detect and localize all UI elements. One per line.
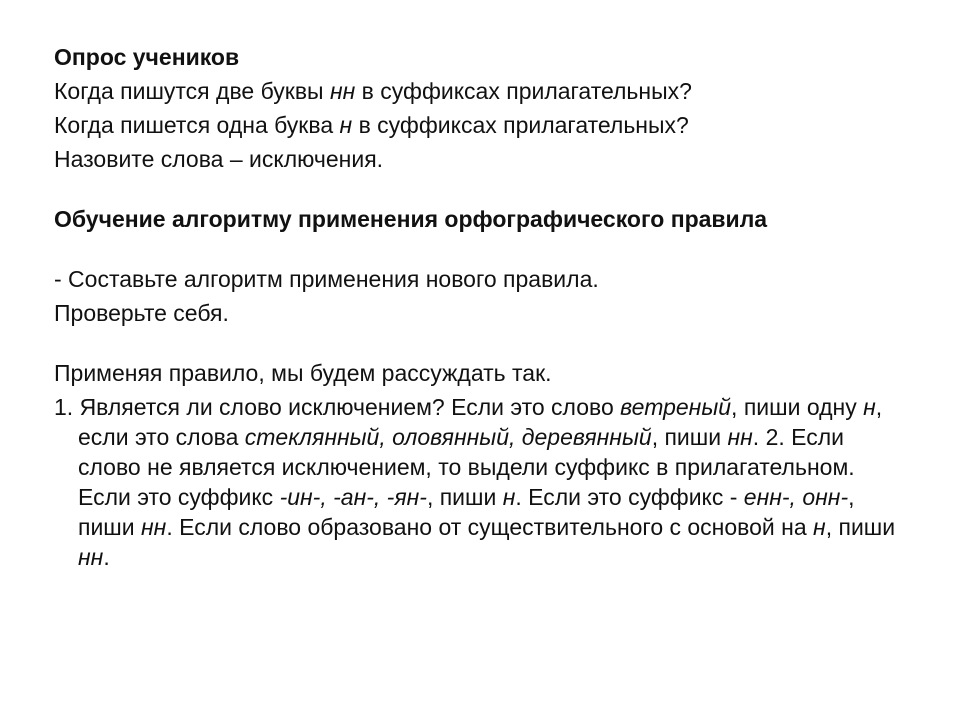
rule-italic-term: енн-, онн- <box>743 484 849 510</box>
rule-text: , пиши <box>426 484 503 510</box>
rule-text: . <box>103 544 110 570</box>
question-text: Когда пишется одна буква <box>54 112 340 138</box>
rule-text: , если это слова <box>78 394 883 450</box>
rule-italic-term: нн <box>78 544 104 570</box>
question-single-n <box>54 108 900 142</box>
rule-text: , пиши <box>825 514 896 540</box>
question-italic: нн <box>329 78 356 104</box>
rule-text: . Если это суффикс - <box>515 484 744 510</box>
question-text: Когда пишутся две буквы <box>54 78 330 104</box>
rule-italic-term: н <box>502 484 516 510</box>
task-compose-algorithm: - Составьте алгоритм применения нового правила. <box>54 266 599 292</box>
question-text: в суффиксах прилагательных? <box>352 112 689 138</box>
section-title-survey: Опрос учеников <box>54 44 240 70</box>
rule-text: . 2. Если слово не является исключением, то выдели суффикс в прилагательном. Если это суффикс <box>78 424 855 510</box>
rule-italic-term: стеклянный, оловянный, деревянный <box>244 424 652 450</box>
question-text: в суффиксах прилагательных? <box>355 78 692 104</box>
question-double-n <box>54 74 900 108</box>
rule-italic-term: ветреный <box>620 394 732 420</box>
question-italic: н <box>339 112 353 138</box>
rule-text: , пиши <box>651 424 728 450</box>
rule-italic-term: -ин-, -ан-, -ян- <box>279 484 427 510</box>
rule-intro: Применяя правило, мы будем рассуждать так. <box>54 360 552 386</box>
rule-italic-term: нн <box>141 514 167 540</box>
rule-italic-term: н <box>863 394 876 420</box>
rule-text: 1. Является ли слово исключением? Если это слово <box>54 394 621 420</box>
rule-italic-term: н <box>813 514 826 540</box>
rule-italic-term: нн <box>727 424 753 450</box>
task-check-yourself: Проверьте себя. <box>54 300 229 326</box>
rule-paragraph <box>54 392 908 572</box>
rule-text: , пиши <box>78 484 855 540</box>
section-title-algorithm: Обучение алгоритму применения орфографического правила <box>54 206 768 232</box>
rule-text: , пиши одну <box>731 394 864 420</box>
question-exceptions: Назовите слова – исключения. <box>54 146 384 172</box>
rule-text: . Если слово образовано от существительного с основой на <box>166 514 814 540</box>
